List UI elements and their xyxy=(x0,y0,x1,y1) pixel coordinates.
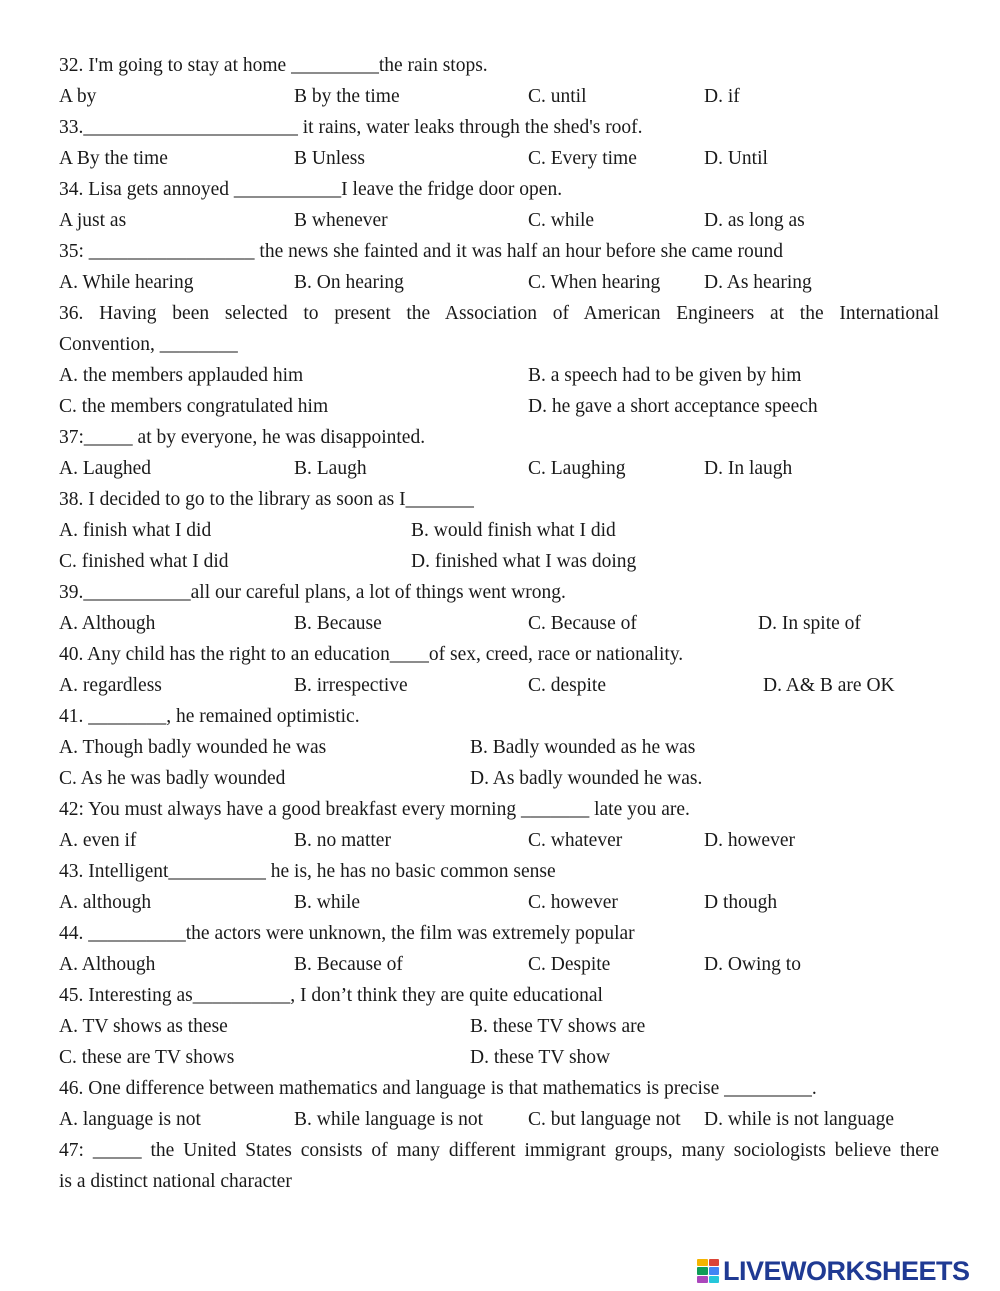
option-a[interactable]: A By the time xyxy=(59,148,168,169)
option-b[interactable]: B. a speech had to be given by him xyxy=(528,365,802,386)
option-d[interactable]: D. As hearing xyxy=(704,272,812,293)
question-40-options xyxy=(59,670,939,701)
option-b[interactable]: B. would finish what I did xyxy=(411,520,616,541)
option-b[interactable]: B. irrespective xyxy=(294,675,408,696)
question-45-options-row-1 xyxy=(59,1011,939,1042)
option-d[interactable]: D. In spite of xyxy=(758,613,861,634)
option-d[interactable]: D. finished what I was doing xyxy=(411,551,637,572)
question-42-stem: 42: You must always have a good breakfast every morning _______ late you are. xyxy=(59,799,690,820)
question-34-stem: 34. Lisa gets annoyed ___________I leave the fridge door open. xyxy=(59,179,563,200)
option-b[interactable]: B. these TV shows are xyxy=(470,1016,646,1037)
option-a[interactable]: A. Although xyxy=(59,954,156,975)
question-40-stem: 40. Any child has the right to an education____of sex, creed, race or nationality. xyxy=(59,644,684,665)
question-38-options-row-2 xyxy=(59,546,939,577)
option-c[interactable]: C. Every time xyxy=(528,148,637,169)
option-d[interactable]: D. A& B are OK xyxy=(763,675,895,696)
question-36-options-row-1 xyxy=(59,360,939,391)
option-a[interactable]: A. although xyxy=(59,892,152,913)
option-a[interactable]: A. Laughed xyxy=(59,458,152,479)
option-a[interactable]: A by xyxy=(59,86,97,107)
logo-block-2 xyxy=(709,1259,720,1266)
question-41-options-row-2 xyxy=(59,763,939,794)
question-39-stem: 39.___________all our careful plans, a lot of things went wrong. xyxy=(59,582,566,603)
logo-block-4 xyxy=(709,1267,720,1274)
option-b[interactable]: B. Laugh xyxy=(294,458,367,479)
option-c[interactable]: C. When hearing xyxy=(528,272,661,293)
option-b[interactable]: B. while xyxy=(294,892,361,913)
option-d[interactable]: D. however xyxy=(704,830,795,851)
question-37-stem: 37:_____ at by everyone, he was disappointed. xyxy=(59,427,426,448)
option-b[interactable]: B. On hearing xyxy=(294,272,404,293)
option-b[interactable]: B by the time xyxy=(294,86,400,107)
question-43-stem: 43. Intelligent__________ he is, he has no basic common sense xyxy=(59,861,556,882)
option-d[interactable]: D. Until xyxy=(704,148,768,169)
option-a[interactable]: A. finish what I did xyxy=(59,520,212,541)
option-a[interactable]: A. regardless xyxy=(59,675,162,696)
option-d[interactable]: D. if xyxy=(704,86,740,107)
option-d[interactable]: D. In laugh xyxy=(704,458,793,479)
logo-block-5 xyxy=(697,1276,708,1283)
option-c[interactable]: C. these are TV shows xyxy=(59,1047,235,1068)
liveworksheets-logo xyxy=(697,1254,970,1288)
question-47-stem-line-2: is a distinct national character xyxy=(59,1171,292,1192)
option-a[interactable]: A just as xyxy=(59,210,127,231)
question-43-options xyxy=(59,887,939,918)
liveworksheets-logo-icon xyxy=(697,1259,719,1283)
question-44-options xyxy=(59,949,939,980)
option-b[interactable]: B. Because xyxy=(294,613,382,634)
option-a[interactable]: A. Although xyxy=(59,613,156,634)
question-32-options xyxy=(59,81,939,112)
option-c[interactable]: C. despite xyxy=(528,675,606,696)
logo-block-6 xyxy=(709,1276,720,1283)
option-c[interactable]: C. however xyxy=(528,892,618,913)
option-b[interactable]: B. no matter xyxy=(294,830,391,851)
question-45-stem: 45. Interesting as__________, I don’t think they are quite educational xyxy=(59,985,603,1006)
question-38-options-row-1 xyxy=(59,515,939,546)
option-c[interactable]: C. Laughing xyxy=(528,458,626,479)
option-c[interactable]: C. while xyxy=(528,210,595,231)
option-d[interactable]: D. while is not language xyxy=(704,1109,895,1130)
question-36-options-row-2 xyxy=(59,391,939,422)
question-44-stem: 44. __________the actors were unknown, the film was extremely popular xyxy=(59,923,635,944)
option-c[interactable]: C. Because of xyxy=(528,613,637,634)
logo-block-3 xyxy=(697,1267,708,1274)
option-d[interactable]: D. these TV show xyxy=(470,1047,611,1068)
option-c[interactable]: C. the members congratulated him xyxy=(59,396,329,417)
question-46-stem: 46. One difference between mathematics and language is that mathematics is precise _________. xyxy=(59,1078,817,1099)
option-a[interactable]: A. Though badly wounded he was xyxy=(59,737,327,758)
option-d[interactable]: D. as long as xyxy=(704,210,805,231)
option-d[interactable]: D though xyxy=(704,892,778,913)
question-46-options xyxy=(59,1104,939,1135)
question-45-options-row-2 xyxy=(59,1042,939,1073)
option-d[interactable]: D. Owing to xyxy=(704,954,801,975)
option-c[interactable]: C. but language not xyxy=(528,1109,681,1130)
option-c[interactable]: C. As he was badly wounded xyxy=(59,768,286,789)
question-42-options xyxy=(59,825,939,856)
option-c[interactable]: C. finished what I did xyxy=(59,551,229,572)
option-d[interactable]: D. he gave a short acceptance speech xyxy=(528,396,818,417)
question-36-stem-line-1: 36. Having been selected to present the Association of American Engineers at the International xyxy=(59,303,939,324)
option-b[interactable]: B. while language is not xyxy=(294,1109,484,1130)
question-32-stem: 32. I'm going to stay at home _________the rain stops. xyxy=(59,55,488,76)
question-41-options-row-1 xyxy=(59,732,939,763)
option-a[interactable]: A. language is not xyxy=(59,1109,201,1130)
question-39-options xyxy=(59,608,939,639)
question-34-options xyxy=(59,205,939,236)
question-33-stem: 33.______________________ it rains, water leaks through the shed's roof. xyxy=(59,117,643,138)
option-d[interactable]: D. As badly wounded he was. xyxy=(470,768,703,789)
question-33-options xyxy=(59,143,939,174)
option-c[interactable]: C. whatever xyxy=(528,830,623,851)
question-35-stem: 35: _________________ the news she fainted and it was half an hour before she came round xyxy=(59,241,784,262)
question-35-options xyxy=(59,267,939,298)
question-47-stem-line-1: 47: _____ the United States consists of many different immigrant groups, many sociologists believe there xyxy=(59,1140,939,1161)
option-a[interactable]: A. TV shows as these xyxy=(59,1016,228,1037)
question-41-stem: 41. ________, he remained optimistic. xyxy=(59,706,360,727)
option-b[interactable]: B Unless xyxy=(294,148,365,169)
question-38-stem: 38. I decided to go to the library as soon as I_______ xyxy=(59,489,474,510)
worksheet xyxy=(59,50,939,1197)
option-a[interactable]: A. the members applauded him xyxy=(59,365,304,386)
question-37-options xyxy=(59,453,939,484)
option-b[interactable]: B. Because of xyxy=(294,954,403,975)
option-a[interactable]: A. While hearing xyxy=(59,272,194,293)
option-a[interactable]: A. even if xyxy=(59,830,137,851)
logo-text: LIVEWORKSHEETS xyxy=(723,1255,970,1286)
logo-block-1 xyxy=(697,1259,708,1266)
option-c[interactable]: C. until xyxy=(528,86,587,107)
question-36-stem-line-2: Convention, ________ xyxy=(59,334,238,355)
option-b[interactable]: B whenever xyxy=(294,210,388,231)
option-c[interactable]: C. Despite xyxy=(528,954,611,975)
option-b[interactable]: B. Badly wounded as he was xyxy=(470,737,696,758)
